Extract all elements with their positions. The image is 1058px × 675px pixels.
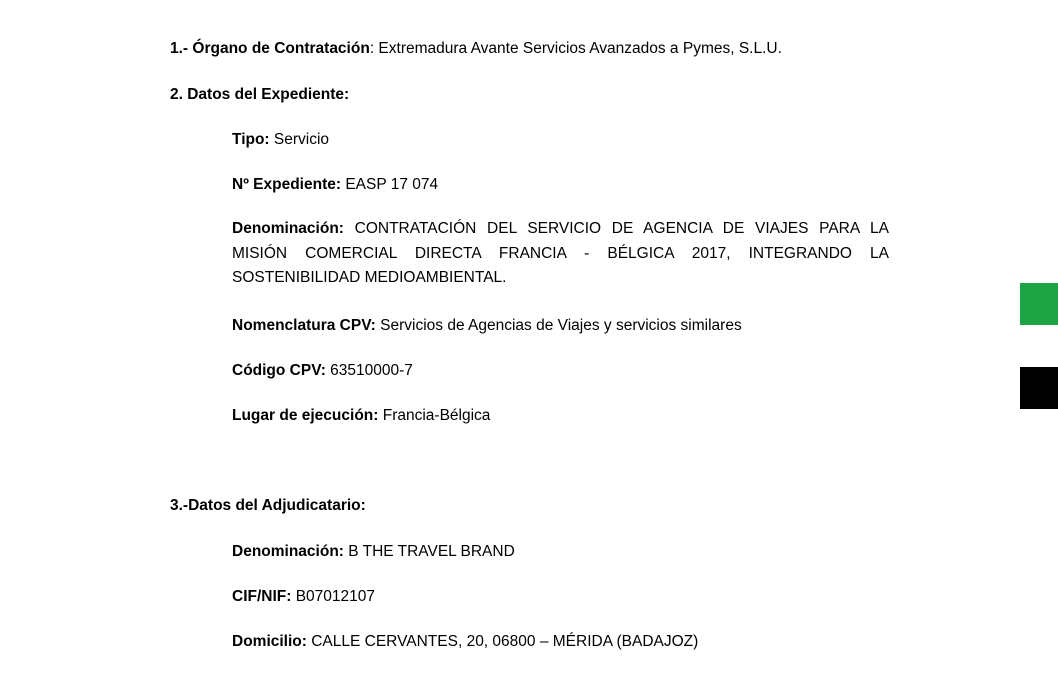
- expediente-label: Nº Expediente:: [232, 176, 342, 193]
- datos-adjudicatario-heading: 3.-Datos del Adjudicatario:: [170, 497, 366, 514]
- lugar-ejecucion-label: Lugar de ejecución:: [232, 407, 379, 424]
- tipo-value: Servicio: [269, 131, 330, 148]
- cif-nif-value: B07012107: [291, 588, 376, 605]
- lugar-ejecucion-line: [232, 404, 490, 428]
- nomenclatura-label: Nomenclatura CPV:: [232, 317, 376, 334]
- green-side-tab: [1020, 283, 1058, 325]
- domicilio-line: [232, 630, 698, 654]
- organo-contratacion-value: : Extremadura Avante Servicios Avanzados a Pymes, S.L.U.: [369, 40, 782, 57]
- denominacion-label: Denominación:: [232, 220, 344, 237]
- domicilio-value: CALLE CERVANTES, 20, 06800 – MÉRIDA (BADAJOZ): [306, 633, 699, 650]
- codigo-cpv-value: 63510000-7: [325, 362, 413, 379]
- codigo-cpv-label: Código CPV:: [232, 362, 326, 379]
- organo-contratacion-line: [170, 37, 782, 61]
- cif-nif-line: [232, 585, 375, 609]
- expediente-line: [232, 173, 438, 197]
- nomenclatura-line: [232, 314, 742, 338]
- adjudicatario-denominacion-label: Denominación:: [232, 543, 344, 560]
- datos-expediente-heading: 2. Datos del Expediente:: [170, 86, 350, 103]
- expediente-value: EASP 17 074: [341, 176, 439, 193]
- codigo-cpv-line: [232, 359, 413, 383]
- tipo-label: Tipo:: [232, 131, 270, 148]
- black-side-tab: [1020, 367, 1058, 409]
- denominacion-paragraph: [232, 217, 889, 291]
- lugar-ejecucion-value: Francia-Bélgica: [378, 407, 491, 424]
- cif-nif-label: CIF/NIF:: [232, 588, 292, 605]
- adjudicatario-denominacion-line: [232, 540, 515, 564]
- denominacion-value: CONTRATACIÓN DEL SERVICIO DE AGENCIA DE VIAJES PARA LA MISIÓN COMERCIAL DIRECTA FRANCIA - BÉLGICA 2017, INTEGRANDO LA SOSTENIBILIDAD MEDIOAMBIENTAL.: [232, 220, 889, 286]
- domicilio-label: Domicilio:: [232, 633, 307, 650]
- nomenclatura-value: Servicios de Agencias de Viajes y servicios similares: [375, 317, 742, 334]
- organo-contratacion-label: 1.- Órgano de Contratación: [170, 40, 370, 57]
- adjudicatario-denominacion-value: B THE TRAVEL BRAND: [343, 543, 515, 560]
- tipo-line: [232, 128, 329, 152]
